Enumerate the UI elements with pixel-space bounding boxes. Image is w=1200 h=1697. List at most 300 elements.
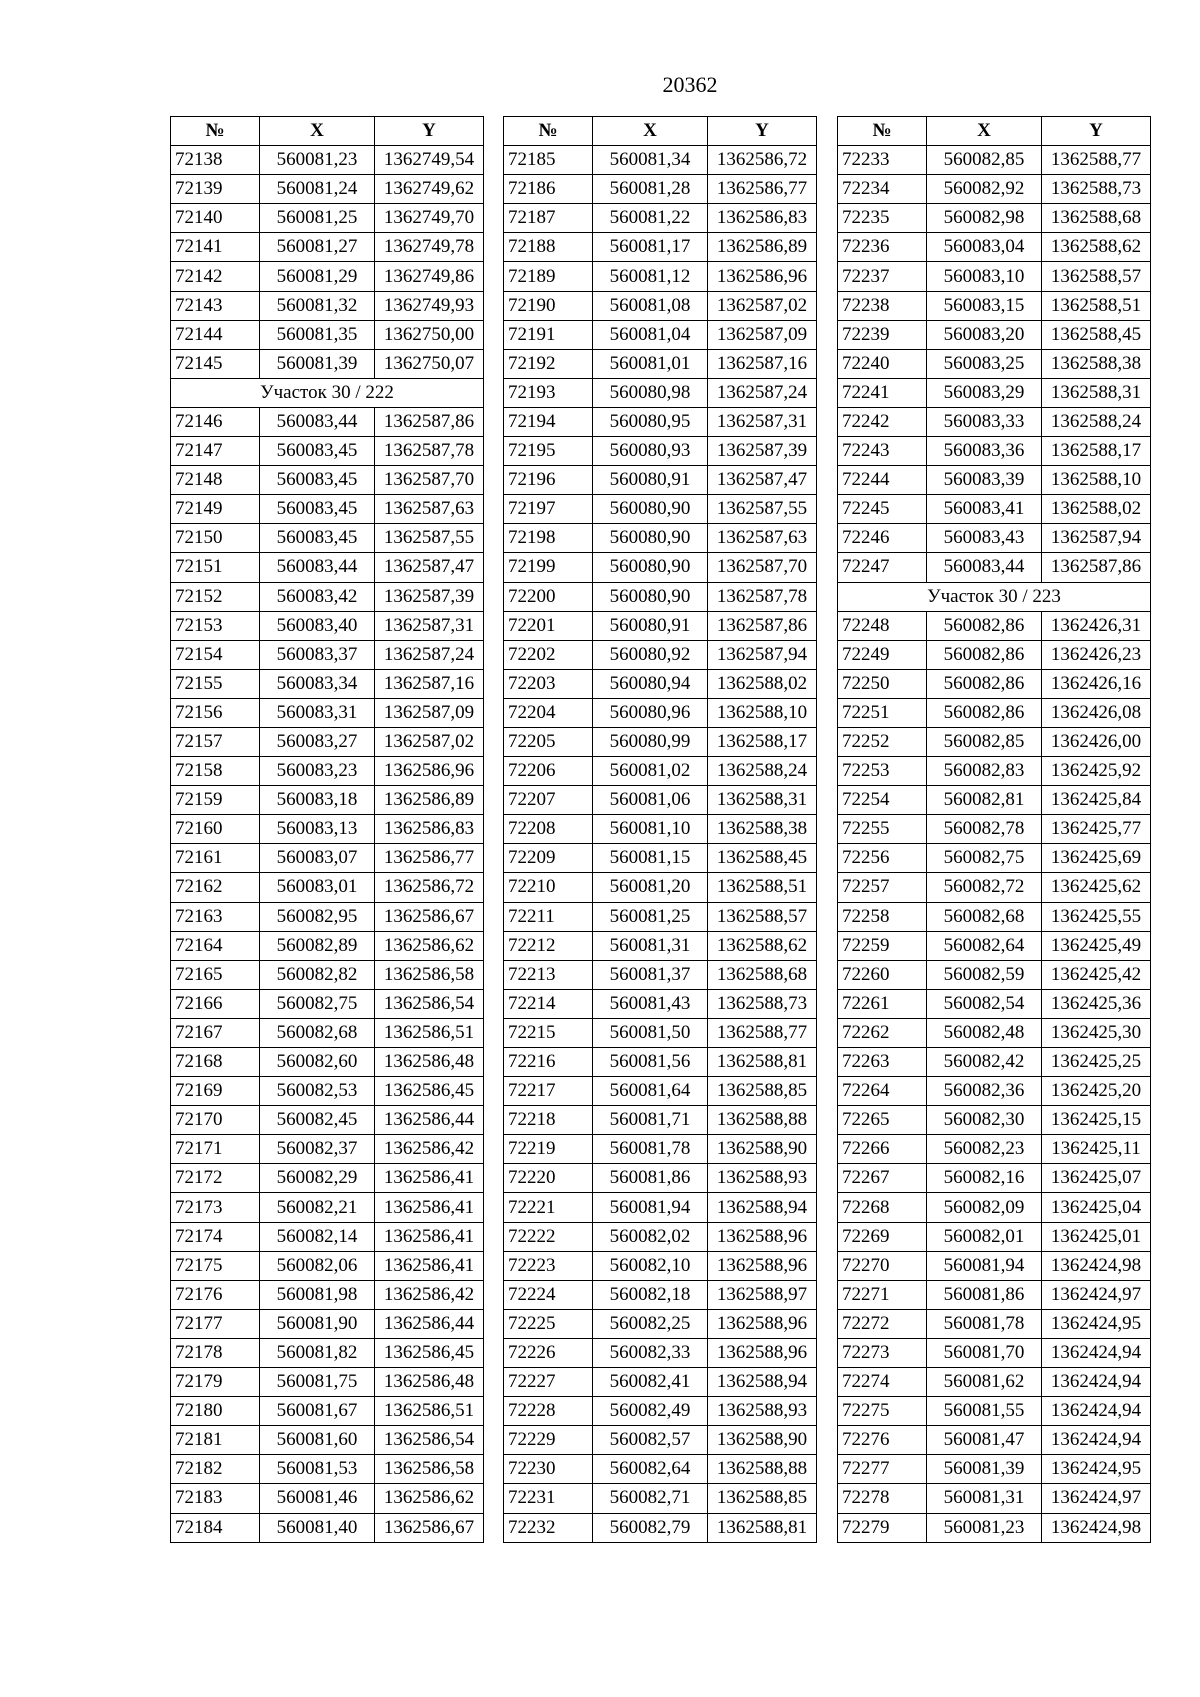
point-number: 72149 [171,495,260,524]
table-row [171,815,484,844]
y-value: 1362424,97 [1042,1280,1151,1309]
x-value: 560083,45 [260,437,375,466]
y-value: 1362586,48 [375,1048,484,1077]
x-value: 560082,10 [593,1251,708,1280]
x-value: 560082,86 [927,669,1042,698]
y-value: 1362586,72 [375,873,484,902]
x-value: 560081,86 [927,1280,1042,1309]
table-row [504,1251,817,1280]
y-value: 1362587,94 [1042,524,1151,553]
point-number: 72172 [171,1164,260,1193]
point-number: 72166 [171,989,260,1018]
x-value: 560082,82 [260,960,375,989]
table-row [838,349,1151,378]
x-value: 560082,23 [927,1135,1042,1164]
point-number: 72255 [838,815,927,844]
x-value: 560081,50 [593,1018,708,1047]
table-row [838,1018,1151,1047]
table-row [838,146,1151,175]
point-number: 72195 [504,437,593,466]
point-number: 72175 [171,1251,260,1280]
x-value: 560082,54 [927,989,1042,1018]
x-value: 560083,34 [260,669,375,698]
point-number: 72197 [504,495,593,524]
y-value: 1362588,17 [1042,437,1151,466]
point-number: 72227 [504,1368,593,1397]
x-value: 560081,25 [593,902,708,931]
table-row [504,902,817,931]
x-value: 560083,39 [927,466,1042,495]
table-row [838,1164,1151,1193]
point-number: 72275 [838,1397,927,1426]
x-value: 560081,34 [593,146,708,175]
point-number: 72279 [838,1513,927,1542]
point-number: 72225 [504,1309,593,1338]
y-value: 1362588,45 [1042,320,1151,349]
table-row [504,757,817,786]
y-value: 1362425,07 [1042,1164,1151,1193]
point-number: 72207 [504,786,593,815]
table-row [838,640,1151,669]
table-row [171,146,484,175]
table-row [171,1222,484,1251]
table-row [171,1048,484,1077]
y-value: 1362588,57 [1042,262,1151,291]
y-value: 1362425,01 [1042,1222,1151,1251]
point-number: 72261 [838,989,927,1018]
x-value: 560081,22 [593,204,708,233]
x-value: 560083,01 [260,873,375,902]
table-row [171,757,484,786]
point-number: 72159 [171,786,260,815]
x-value: 560082,75 [927,844,1042,873]
y-value: 1362588,51 [1042,291,1151,320]
x-value: 560081,35 [260,320,375,349]
table-row [838,495,1151,524]
table-row [504,960,817,989]
point-number: 72141 [171,233,260,262]
table-row [504,1018,817,1047]
table-row [838,1077,1151,1106]
y-value: 1362424,94 [1042,1397,1151,1426]
point-number: 72259 [838,931,927,960]
point-number: 72228 [504,1397,593,1426]
table-row [504,931,817,960]
x-value: 560082,02 [593,1222,708,1251]
section-title: Участок 30 / 222 [171,378,484,407]
y-value: 1362425,77 [1042,815,1151,844]
x-value: 560082,59 [927,960,1042,989]
y-value: 1362588,96 [708,1309,817,1338]
point-number: 72189 [504,262,593,291]
x-value: 560082,92 [927,175,1042,204]
table-row [504,378,817,407]
x-value: 560083,07 [260,844,375,873]
x-value: 560082,33 [593,1338,708,1367]
coordinates-table-2 [503,116,817,1543]
table-row [838,262,1151,291]
table-row [504,786,817,815]
table-row [504,1513,817,1542]
x-value: 560081,67 [260,1397,375,1426]
table-row [171,989,484,1018]
y-value: 1362588,90 [708,1135,817,1164]
point-number: 72235 [838,204,927,233]
x-value: 560081,94 [927,1251,1042,1280]
y-value: 1362586,83 [375,815,484,844]
table-row [171,960,484,989]
table-row [838,1484,1151,1513]
y-value: 1362426,08 [1042,698,1151,727]
x-value: 560081,28 [593,175,708,204]
point-number: 72260 [838,960,927,989]
x-value: 560081,40 [260,1513,375,1542]
table-row [838,291,1151,320]
y-value: 1362588,96 [708,1251,817,1280]
table-row [171,553,484,582]
y-value: 1362587,86 [1042,553,1151,582]
y-value: 1362425,55 [1042,902,1151,931]
y-value: 1362586,89 [708,233,817,262]
table-row [504,233,817,262]
table-row [838,320,1151,349]
table-row [504,873,817,902]
point-number: 72269 [838,1222,927,1251]
point-number: 72274 [838,1368,927,1397]
point-number: 72200 [504,582,593,611]
y-value: 1362749,62 [375,175,484,204]
x-value: 560081,98 [260,1280,375,1309]
table-row [171,1513,484,1542]
table-row [838,175,1151,204]
x-value: 560083,40 [260,611,375,640]
point-number: 72267 [838,1164,927,1193]
header-number: № [504,117,593,146]
point-number: 72193 [504,378,593,407]
point-number: 72160 [171,815,260,844]
table-row [504,1222,817,1251]
y-value: 1362588,45 [708,844,817,873]
point-number: 72145 [171,349,260,378]
table-row [171,1135,484,1164]
y-value: 1362587,31 [708,407,817,436]
x-value: 560081,56 [593,1048,708,1077]
x-value: 560081,17 [593,233,708,262]
point-number: 72154 [171,640,260,669]
header-y: Y [375,117,484,146]
point-number: 72253 [838,757,927,786]
y-value: 1362586,44 [375,1309,484,1338]
x-value: 560083,10 [927,262,1042,291]
point-number: 72249 [838,640,927,669]
y-value: 1362426,31 [1042,611,1151,640]
x-value: 560082,83 [927,757,1042,786]
x-value: 560081,10 [593,815,708,844]
table-row [838,873,1151,902]
x-value: 560083,29 [927,378,1042,407]
y-value: 1362588,38 [708,815,817,844]
x-value: 560081,75 [260,1368,375,1397]
x-value: 560081,60 [260,1426,375,1455]
y-value: 1362586,67 [375,902,484,931]
y-value: 1362586,54 [375,1426,484,1455]
point-number: 72246 [838,524,927,553]
y-value: 1362587,39 [708,437,817,466]
point-number: 72247 [838,553,927,582]
point-number: 72237 [838,262,927,291]
x-value: 560082,81 [927,786,1042,815]
y-value: 1362588,10 [1042,466,1151,495]
table-row [504,1426,817,1455]
point-number: 72238 [838,291,927,320]
x-value: 560080,90 [593,582,708,611]
table-row [171,931,484,960]
point-number: 72183 [171,1484,260,1513]
x-value: 560080,90 [593,495,708,524]
x-value: 560082,71 [593,1484,708,1513]
x-value: 560081,55 [927,1397,1042,1426]
x-value: 560082,86 [927,611,1042,640]
table-row [838,407,1151,436]
table-row [171,233,484,262]
y-value: 1362586,42 [375,1280,484,1309]
table-row [504,1397,817,1426]
x-value: 560080,91 [593,611,708,640]
table-row [504,1280,817,1309]
y-value: 1362424,95 [1042,1455,1151,1484]
point-number: 72232 [504,1513,593,1542]
x-value: 560083,36 [927,437,1042,466]
table-row [504,291,817,320]
y-value: 1362424,98 [1042,1251,1151,1280]
point-number: 72229 [504,1426,593,1455]
point-number: 72242 [838,407,927,436]
point-number: 72181 [171,1426,260,1455]
point-number: 72268 [838,1193,927,1222]
point-number: 72221 [504,1193,593,1222]
y-value: 1362586,58 [375,960,484,989]
table-row [838,1106,1151,1135]
table-row [838,727,1151,756]
point-number: 72169 [171,1077,260,1106]
y-value: 1362588,85 [708,1077,817,1106]
table-row [838,1513,1151,1542]
point-number: 72213 [504,960,593,989]
y-value: 1362588,68 [708,960,817,989]
x-value: 560081,43 [593,989,708,1018]
section-row [838,582,1151,611]
point-number: 72222 [504,1222,593,1251]
table-header-row [171,117,484,146]
x-value: 560082,86 [927,640,1042,669]
table-row [504,611,817,640]
point-number: 72161 [171,844,260,873]
y-value: 1362425,15 [1042,1106,1151,1135]
x-value: 560082,45 [260,1106,375,1135]
y-value: 1362587,78 [708,582,817,611]
table-header-row [838,117,1151,146]
x-value: 560083,45 [260,495,375,524]
y-value: 1362588,90 [708,1426,817,1455]
page-number: 20362 [662,72,718,97]
header-y: Y [708,117,817,146]
x-value: 560081,86 [593,1164,708,1193]
table-row [504,1048,817,1077]
point-number: 72210 [504,873,593,902]
y-value: 1362586,72 [708,146,817,175]
y-value: 1362588,88 [708,1455,817,1484]
table-row [171,1309,484,1338]
y-value: 1362588,88 [708,1106,817,1135]
x-value: 560081,32 [260,291,375,320]
y-value: 1362588,31 [708,786,817,815]
y-value: 1362425,62 [1042,873,1151,902]
table-row [171,1077,484,1106]
y-value: 1362426,16 [1042,669,1151,698]
y-value: 1362587,86 [708,611,817,640]
table-row [838,757,1151,786]
point-number: 72184 [171,1513,260,1542]
table-row [838,437,1151,466]
y-value: 1362588,31 [1042,378,1151,407]
y-value: 1362586,41 [375,1222,484,1251]
y-value: 1362588,97 [708,1280,817,1309]
x-value: 560082,36 [927,1077,1042,1106]
y-value: 1362586,54 [375,989,484,1018]
y-value: 1362749,54 [375,146,484,175]
x-value: 560082,01 [927,1222,1042,1251]
point-number: 72194 [504,407,593,436]
y-value: 1362588,24 [1042,407,1151,436]
y-value: 1362588,94 [708,1368,817,1397]
point-number: 72180 [171,1397,260,1426]
table-row [171,1455,484,1484]
point-number: 72243 [838,437,927,466]
x-value: 560082,57 [593,1426,708,1455]
y-value: 1362425,30 [1042,1018,1151,1047]
table-row [171,1397,484,1426]
y-value: 1362588,93 [708,1164,817,1193]
point-number: 72198 [504,524,593,553]
y-value: 1362587,55 [708,495,817,524]
y-value: 1362750,07 [375,349,484,378]
table-row [504,495,817,524]
x-value: 560080,92 [593,640,708,669]
y-value: 1362587,16 [708,349,817,378]
x-value: 560081,53 [260,1455,375,1484]
y-value: 1362587,94 [708,640,817,669]
y-value: 1362425,92 [1042,757,1151,786]
y-value: 1362424,95 [1042,1309,1151,1338]
y-value: 1362425,84 [1042,786,1151,815]
table-row [504,553,817,582]
point-number: 72250 [838,669,927,698]
point-number: 72257 [838,873,927,902]
table-row [171,1164,484,1193]
x-value: 560083,42 [260,582,375,611]
table-row [838,524,1151,553]
y-value: 1362588,93 [708,1397,817,1426]
y-value: 1362588,02 [708,669,817,698]
table-row [838,931,1151,960]
x-value: 560082,42 [927,1048,1042,1077]
y-value: 1362588,73 [1042,175,1151,204]
table-row [504,524,817,553]
section-title: Участок 30 / 223 [838,582,1151,611]
table-row [504,1135,817,1164]
x-value: 560081,39 [260,349,375,378]
x-value: 560080,90 [593,553,708,582]
y-value: 1362424,97 [1042,1484,1151,1513]
point-number: 72143 [171,291,260,320]
y-value: 1362588,77 [1042,146,1151,175]
y-value: 1362586,41 [375,1251,484,1280]
y-value: 1362587,02 [708,291,817,320]
y-value: 1362424,94 [1042,1368,1151,1397]
x-value: 560081,39 [927,1455,1042,1484]
table-row [171,582,484,611]
table-row [504,466,817,495]
x-value: 560081,62 [927,1368,1042,1397]
x-value: 560083,15 [927,291,1042,320]
table-row [171,524,484,553]
section-row [171,378,484,407]
y-value: 1362588,81 [708,1048,817,1077]
point-number: 72165 [171,960,260,989]
y-value: 1362586,67 [375,1513,484,1542]
x-value: 560082,72 [927,873,1042,902]
y-value: 1362588,96 [708,1338,817,1367]
point-number: 72204 [504,698,593,727]
y-value: 1362586,62 [375,1484,484,1513]
y-value: 1362424,94 [1042,1338,1151,1367]
point-number: 72176 [171,1280,260,1309]
table-row [838,233,1151,262]
point-number: 72142 [171,262,260,291]
point-number: 72162 [171,873,260,902]
point-number: 72248 [838,611,927,640]
point-number: 72146 [171,407,260,436]
table-row [504,262,817,291]
table-row [171,407,484,436]
point-number: 72188 [504,233,593,262]
point-number: 72215 [504,1018,593,1047]
x-value: 560083,45 [260,524,375,553]
table-row [504,1368,817,1397]
point-number: 72156 [171,698,260,727]
x-value: 560082,49 [593,1397,708,1426]
x-value: 560081,29 [260,262,375,291]
x-value: 560081,70 [927,1338,1042,1367]
table-row [838,815,1151,844]
header-y: Y [1042,117,1151,146]
y-value: 1362750,00 [375,320,484,349]
x-value: 560082,98 [927,204,1042,233]
table-row [838,1397,1151,1426]
table-row [504,815,817,844]
x-value: 560083,31 [260,698,375,727]
header-number: № [838,117,927,146]
x-value: 560081,06 [593,786,708,815]
table-row [171,873,484,902]
x-value: 560082,68 [260,1018,375,1047]
x-value: 560082,85 [927,727,1042,756]
x-value: 560082,68 [927,902,1042,931]
y-value: 1362749,93 [375,291,484,320]
point-number: 72217 [504,1077,593,1106]
point-number: 72216 [504,1048,593,1077]
point-number: 72241 [838,378,927,407]
